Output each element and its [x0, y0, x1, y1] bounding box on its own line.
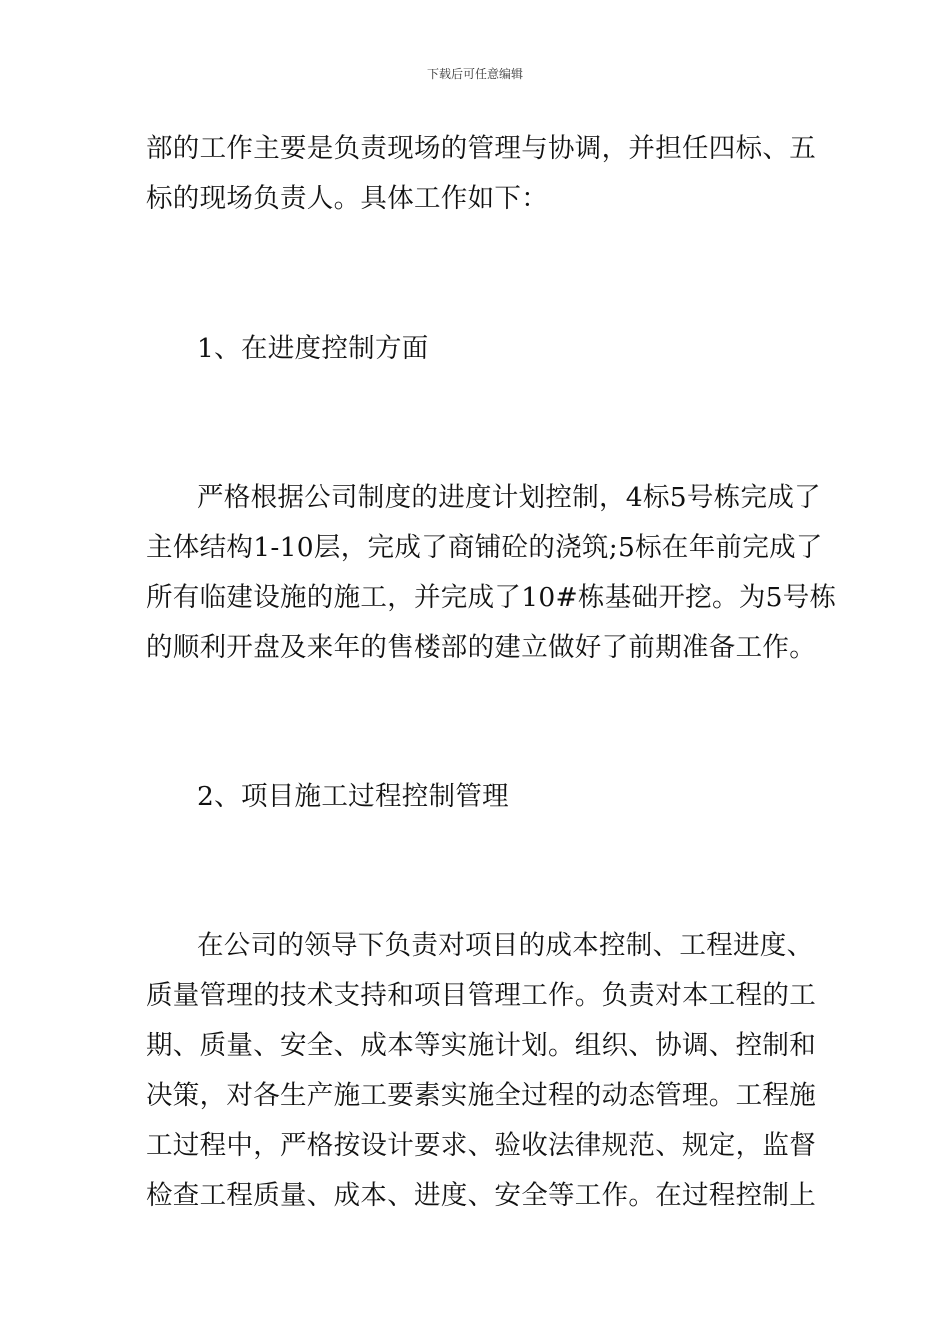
section-2-line-4: 决策，对各生产施工要素实施全过程的动态管理。工程施 [146, 1080, 816, 1111]
section-1-line-4: 的顺利开盘及来年的售楼部的建立做好了前期准备工作。 [146, 632, 816, 663]
page-header: 下载后可任意编辑 [426, 67, 523, 81]
section-1-line-3: 所有临建设施的施工，并完成了10#栋基础开挖。为5号栋 [146, 582, 837, 613]
section-1-line-1: 严格根据公司制度的进度计划控制，4标5号栋完成了 [197, 482, 821, 513]
section-1-heading: 1、在进度控制方面 [197, 333, 429, 364]
section-2-heading: 2、项目施工过程控制管理 [197, 781, 509, 812]
section-2-line-6: 检查工程质量、成本、进度、安全等工作。在过程控制上 [146, 1180, 816, 1211]
section-2-line-1: 在公司的领导下负责对项目的成本控制、工程进度、 [197, 930, 814, 961]
intro-line-2: 标的现场负责人。具体工作如下： [146, 183, 548, 214]
section-1-line-2: 主体结构1-10层，完成了商铺砼的浇筑;5标在年前完成了 [146, 532, 823, 563]
section-2-line-3: 期、质量、安全、成本等实施计划。组织、协调、控制和 [146, 1030, 816, 1061]
section-2-line-2: 质量管理的技术支持和项目管理工作。负责对本工程的工 [146, 980, 816, 1011]
intro-line-1: 部的工作主要是负责现场的管理与协调，并担任四标、五 [146, 133, 816, 164]
section-2-line-5: 工过程中，严格按设计要求、验收法律规范、规定，监督 [146, 1130, 816, 1161]
